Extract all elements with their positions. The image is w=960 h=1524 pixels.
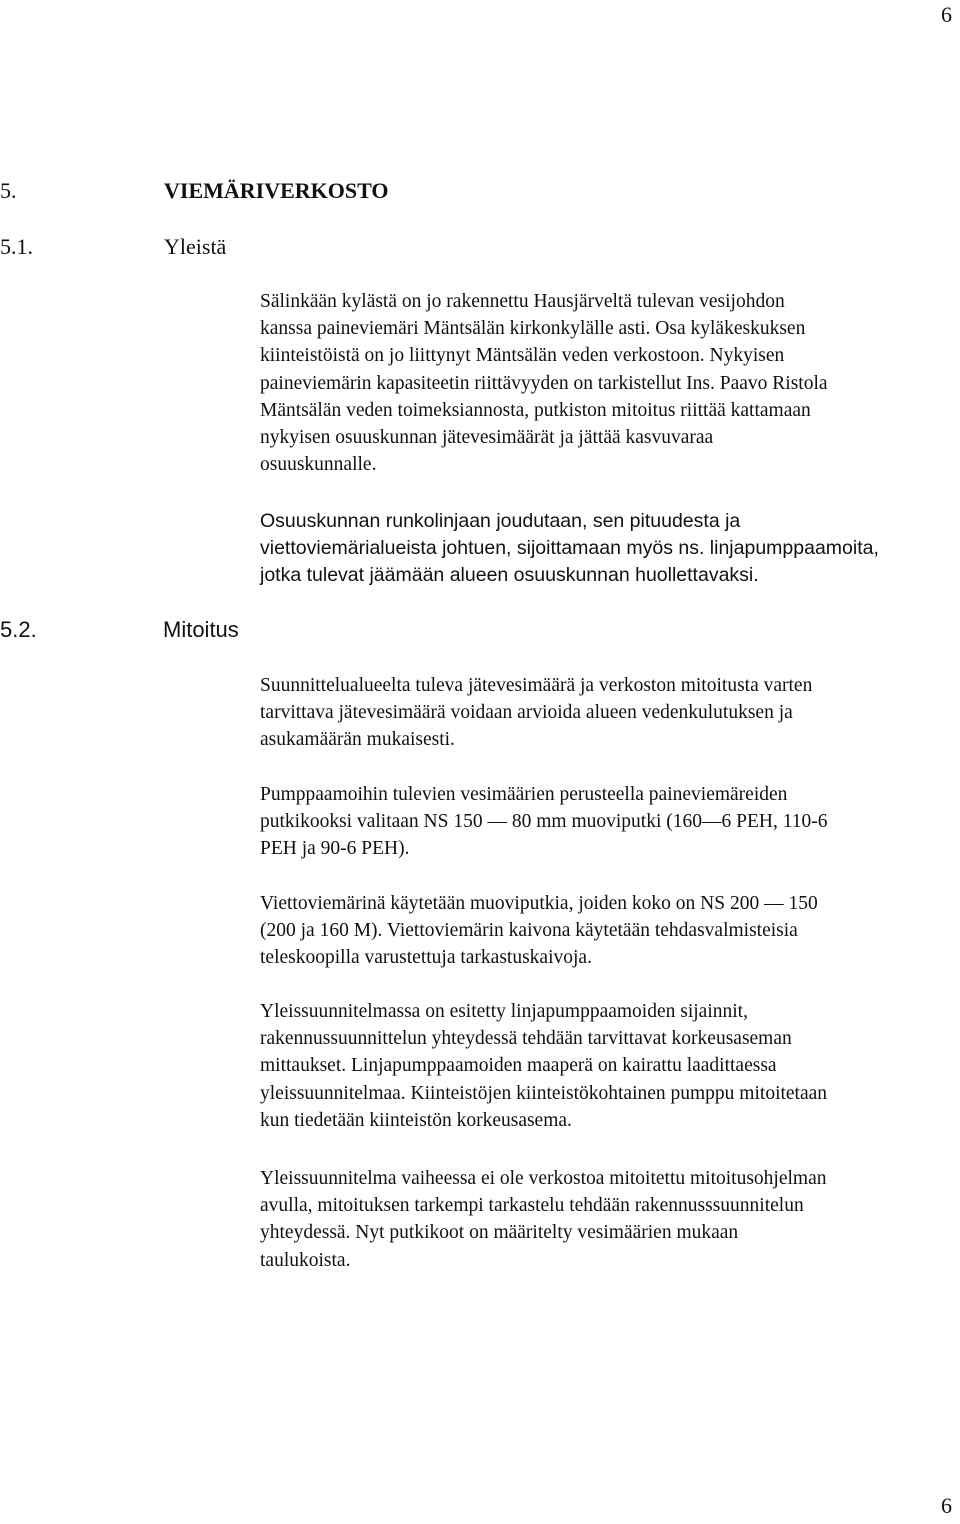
paragraph-6: Yleissuunnitelmassa on esitetty linjapumppaamoiden sijainnit, rakennussuunnittelun yhteydessä tehdään tarvittavat korkeusaseman mittaukset. Linjapumppaamoiden maaperä on kairattu laadittaessa yleissuunnitelmaa. Kiinteistöjen kiinteistökohtainen pumppu mitoitetaan kun tiedetään kiinteistön korkeusasema. — [260, 1001, 828, 1131]
page-number-top: 6 — [941, 2, 952, 27]
paragraph-3: Suunnittelualueelta tuleva jätevesimäärä ja verkoston mitoitusta varten tarvittava jätevesimäärä voidaan arvioida alueen vedenkulutuksen ja asukamäärän mukaisesti. — [260, 675, 813, 751]
page-number-bottom: 6 — [941, 1493, 952, 1518]
section-title: Mitoitus — [163, 617, 239, 642]
section-number: 5. — [0, 178, 17, 203]
paragraph-4: Pumppaamoihin tulevien vesimäärien perusteella paineviemäreiden putkikooksi valitaan NS 150 — 80 mm muoviputki (160—6 PEH, 110-6 PEH ja 90-6 PEH). — [260, 784, 828, 860]
paragraph-1: Sälinkään kylästä on jo rakennettu Hausjärveltä tulevan vesijohdon kanssa paineviemäri Mäntsälän kirkonkylälle asti. Osa kyläkeskuksen kiinteistöistä on jo liittynyt Mäntsälän veden verkostoon. Nykyisen paineviemärin kapasiteetin riittävyyden on tarkistellut Ins. Paavo Ristola Mäntsälän veden toimeksiannosta, putkiston mitoitus riittää kattamaan nykyisen osuuskunnan jätevesimäärät ja jättää kasvuvaraa osuuskunnalle. — [260, 291, 828, 476]
paragraph-7: Yleissuunnitelma vaiheessa ei ole verkostoa mitoitettu mitoitusohjelman avulla, mitoituksen tarkempi tarkastelu tehdään rakennusssuunnitelun yhteydessä. Nyt putkikoot on määritelty vesimäärien mukaan taulukoista. — [260, 1168, 827, 1271]
section-number: 5.2. — [0, 617, 37, 642]
paragraph-2: Osuuskunnan runkolinjaan joudutaan, sen pituudesta ja viettoviemärialueista johtuen, sijoittamaan myös ns. linjapumppaamoita, jotka tulevat jäämään alueen osuuskunnan huollettavaksi. — [260, 510, 879, 587]
paragraph-5: Viettoviemärinä käytetään muoviputkia, joiden koko on NS 200 — 150 (200 ja 160 M). Viettoviemärin kaivona käytetään tehdasvalmisteisia teleskoopilla varustettuja tarkastuskaivoja. — [260, 893, 818, 969]
section-title: Yleistä — [164, 234, 227, 259]
section-title: VIEMÄRIVERKOSTO — [164, 178, 389, 203]
section-number: 5.1. — [0, 234, 33, 259]
